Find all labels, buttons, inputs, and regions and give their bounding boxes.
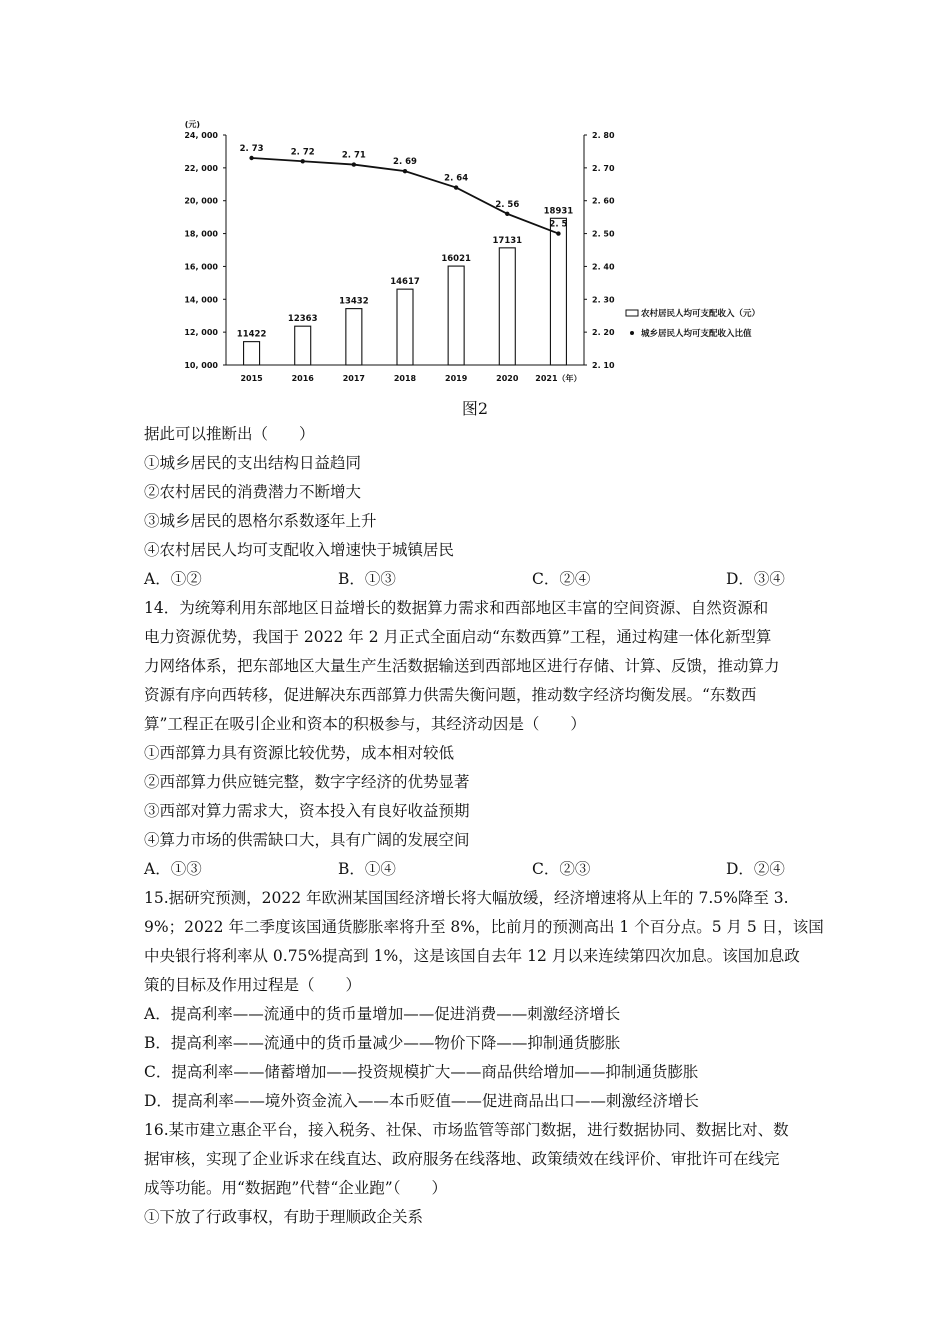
income-chart — [170, 110, 770, 390]
x-tick-label: 2021（年） — [535, 374, 582, 383]
bar-value-label: 11422 — [236, 329, 267, 340]
q14-line: 电力资源优势，我国于 2022 年 2 月正式全面启动“东数西算”工程，通过构建一体化新型算 — [144, 628, 772, 646]
q14-item: ①西部算力具有资源比较优势，成本相对较低 — [144, 744, 455, 762]
ratio-point — [556, 231, 560, 235]
bar-value-label: 13432 — [339, 296, 369, 307]
left-tick-label: 22, 000 — [184, 163, 218, 173]
q14-option-a: A．①③ — [144, 860, 202, 878]
q14-line: 算”工程正在吸引企业和资本的积极参与，其经济动因是（ ） — [144, 715, 586, 733]
x-tick-label: 2019 — [445, 374, 468, 383]
q16-line: 成等功能。用“数据跑”代替“企业跑”（ ） — [144, 1179, 447, 1197]
ratio-value-label: 2. 71 — [341, 150, 366, 161]
x-tick-label: 2017 — [342, 374, 365, 383]
q15-option-d: D．提高利率——境外资金流入——本币贬值——促进商品出口——刺激经济增长 — [144, 1092, 699, 1110]
legend-bar-swatch — [626, 310, 638, 316]
right-tick-label: 2. 30 — [592, 295, 615, 305]
ratio-point — [352, 162, 356, 166]
bar-value-label: 16021 — [441, 254, 471, 265]
q15-option-c: C．提高利率——储蓄增加——投资规模扩大——商品供给增加——抑制通货膨胀 — [144, 1063, 699, 1081]
q14-option-b: B．①④ — [338, 860, 396, 878]
q13-item: ①城乡居民的支出结构日益趋同 — [144, 454, 362, 472]
ratio-value-label: 2. 56 — [495, 199, 520, 210]
left-tick-label: 14, 000 — [184, 295, 218, 305]
left-axis-unit: (元) — [184, 120, 200, 129]
x-tick-label: 2016 — [291, 374, 314, 383]
q14-line: 14．为统筹利用东部地区日益增长的数据算力需求和西部地区丰富的空间资源、自然资源和 — [144, 599, 769, 617]
ratio-value-label: 2. 64 — [444, 173, 469, 184]
income-bar — [550, 218, 566, 365]
left-tick-label: 16, 000 — [184, 262, 218, 272]
right-tick-label: 2. 40 — [592, 262, 615, 272]
right-tick-label: 2. 20 — [592, 328, 615, 338]
left-tick-label: 12, 000 — [184, 328, 218, 338]
legend-line-swatch — [630, 331, 634, 335]
q13-item: ④农村居民人均可支配收入增速快于城镇居民 — [144, 541, 455, 559]
ratio-value-label: 2. 72 — [290, 147, 315, 158]
legend-bar-label: 农村居民人均可支配收入（元） — [641, 309, 761, 319]
x-tick-label: 2018 — [393, 374, 417, 383]
right-tick-label: 2. 50 — [592, 229, 615, 239]
q14-item: ②西部算力供应链完整，数字字经济的优势显著 — [144, 773, 470, 791]
ratio-value-label: 2. 5 — [549, 219, 568, 230]
ratio-value-label: 2. 69 — [393, 157, 417, 168]
q15-option-b: B．提高利率——流通中的货币量减少——物价下降——抑制通货膨胀 — [144, 1034, 621, 1052]
q15-line: 策的目标及作用过程是（ ） — [144, 976, 362, 994]
income-bar — [244, 342, 260, 365]
q13-option-a: A．①② — [144, 570, 202, 588]
bars — [237, 206, 574, 365]
bar-value-label: 12363 — [287, 314, 318, 325]
left-tick-label: 24, 000 — [184, 131, 218, 140]
legend — [626, 308, 760, 339]
ratio-value-label: 2. 73 — [239, 144, 264, 154]
q14-option-c: C．②③ — [532, 860, 591, 878]
q13-item: ②农村居民的消费潜力不断增大 — [144, 483, 362, 501]
q16-line: 16.某市建立惠企平台，接入税务、社保、市场监管等部门数据，进行数据协同、数据比对、数 — [144, 1121, 789, 1139]
x-tick-label: 2015 — [240, 374, 263, 383]
q15-line: 9%；2022 年二季度该国通货膨胀率将升至 8%，比前月的预测高出 1 个百分点。5 月 5 日，该国 — [144, 918, 824, 936]
q15-line: 15.据研究预测，2022 年欧洲某国国经济增长将大幅放缓，经济增速将从上年的 7.5%降至 3. — [144, 889, 789, 907]
right-tick-label: 2. 70 — [592, 163, 615, 173]
bar-value-label: 18931 — [543, 206, 574, 217]
q14-item: ④算力市场的供需缺口大，具有广阔的发展空间 — [144, 831, 470, 849]
q16-item: ①下放了行政事权，有助于理顺政企关系 — [144, 1208, 424, 1226]
right-tick-label: 2. 10 — [592, 361, 615, 370]
right-tick-label: 2. 60 — [592, 196, 615, 206]
q14-item: ③西部对算力需求大，资本投入有良好收益预期 — [144, 802, 470, 820]
bar-value-label: 17131 — [492, 235, 523, 246]
q13-option-b: B．①③ — [338, 570, 396, 588]
q13-option-d: D．③④ — [726, 570, 785, 588]
ratio-point — [505, 212, 509, 216]
left-tick-label: 20, 000 — [184, 196, 218, 206]
q16-line: 据审核，实现了企业诉求在线直达、政府服务在线落地、政策绩效在线评价、审批许可在线完 — [144, 1150, 780, 1168]
q15-option-a: A．提高利率——流通中的货币量增加——促进消费——刺激经济增长 — [144, 1005, 621, 1023]
income-bar — [499, 248, 515, 365]
figure-caption: 图2 — [461, 399, 489, 418]
q14-line: 资源有序向西转移，促进解决东西部算力供需失衡问题，推动数字经济均衡发展。“东数西 — [144, 686, 757, 704]
ratio-point — [403, 169, 407, 173]
ratio-point — [454, 185, 458, 189]
ratio-point — [249, 156, 253, 160]
q13-item: ③城乡居民的恩格尔系数逐年上升 — [144, 512, 377, 530]
q14-line: 力网络体系，把东部地区大量生产生活数据输送到西部地区进行存储、计算、反馈，推动算力 — [144, 657, 780, 675]
q14-options — [144, 855, 812, 884]
q13-option-c: C．②④ — [532, 570, 591, 588]
right-tick-label: 2. 80 — [592, 131, 615, 140]
q15-line: 中央银行将利率从 0.75%提高到 1%，这是该国自去年 12 月以来连续第四次加息。该国加息政 — [144, 947, 800, 965]
x-tick-label: 2020 — [496, 374, 519, 383]
left-tick-label: 18, 000 — [184, 229, 218, 239]
q13-stem: 据此可以推断出（ ） — [144, 425, 315, 443]
q14-option-d: D．②④ — [726, 860, 785, 878]
income-bar — [346, 309, 362, 365]
bar-value-label: 14617 — [390, 277, 420, 288]
income-bar — [448, 266, 464, 365]
legend-line-label: 城乡居民人均可支配收入比值 — [641, 329, 752, 339]
question-content — [144, 420, 824, 1232]
income-bar — [397, 289, 413, 365]
ratio-line — [240, 144, 568, 236]
income-bar — [295, 326, 311, 365]
left-tick-label: 10, 000 — [184, 361, 218, 370]
ratio-point — [301, 159, 305, 163]
q13-options — [144, 565, 812, 594]
